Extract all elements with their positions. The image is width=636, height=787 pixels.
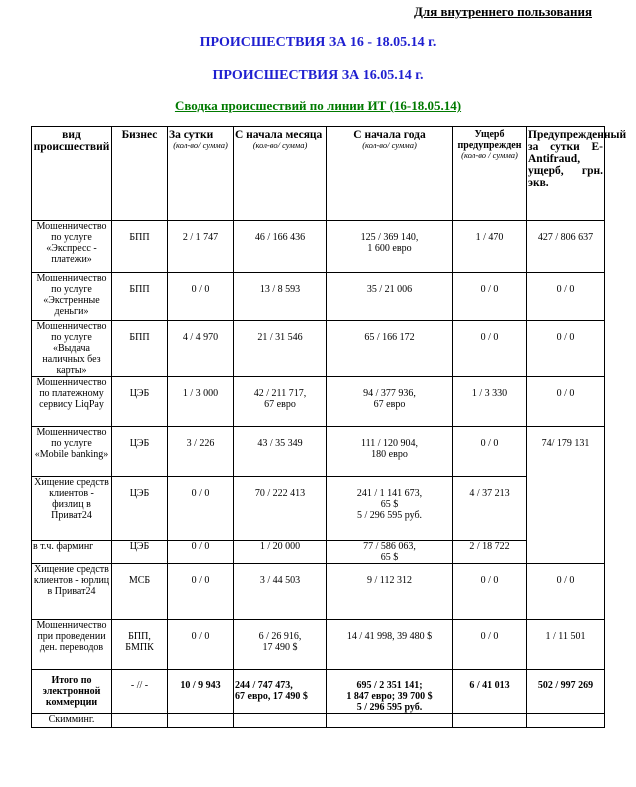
- cell-prevented: 0 / 0: [453, 273, 527, 321]
- cell-type: Мошенничество при проведении ден. переводов: [32, 620, 112, 670]
- table-row: [32, 541, 605, 564]
- col-header-day: За сутки (кол-во/ сумма): [168, 127, 234, 221]
- table-row: [32, 427, 605, 477]
- cell-business: ЦЭБ: [112, 427, 168, 477]
- cell-type: Мошенничество по платежному сервису LiqPay: [32, 377, 112, 427]
- cell-antifraud: 0 / 0: [527, 273, 605, 321]
- cell-business: БПП: [112, 273, 168, 321]
- total-cell-antifraud: 502 / 997 269: [527, 670, 605, 714]
- cell-type: Хищение средств клиентов - физлиц в Приват24: [32, 477, 112, 541]
- cell-type: Хищение средств клиентов - юрлиц в Приват24: [32, 564, 112, 620]
- cell-type: Мошенничество по услуге «Mobile banking»: [32, 427, 112, 477]
- title-period: ПРОИСШЕСТВИЯ ЗА 16 - 18.05.14 г.: [199, 35, 437, 50]
- skimming-row: [32, 714, 605, 728]
- cell-business: ЦЭБ: [112, 541, 168, 564]
- cell-year: 111 / 120 904, 180 евро: [327, 427, 453, 477]
- col-header-prevented: Ущерб предупрежден (кол-во / сумма): [453, 127, 527, 221]
- cell-month: 1 / 20 000: [234, 541, 327, 564]
- cell-month: 43 / 35 349: [234, 427, 327, 477]
- cell-type: Мошенничество по услуге «Экспресс - платежи»: [32, 221, 112, 273]
- cell-business: ЦЭБ: [112, 377, 168, 427]
- col-header-type: вид происшествий: [32, 127, 112, 221]
- empty-cell: [234, 714, 327, 728]
- table-row: [32, 564, 605, 620]
- empty-cell: [112, 714, 168, 728]
- col-header-business: Бизнес: [112, 127, 168, 221]
- cell-antifraud: 1 / 11 501: [527, 620, 605, 670]
- empty-cell: [453, 714, 527, 728]
- cell-day: 3 / 226: [168, 427, 234, 477]
- total-cell-business: - // -: [112, 670, 168, 714]
- total-row: [32, 670, 605, 714]
- cell-antifraud: 427 / 806 637: [527, 221, 605, 273]
- cell-year: 94 / 377 936, 67 евро: [327, 377, 453, 427]
- title-day: ПРОИСШЕСТВИЯ ЗА 16.05.14 г.: [212, 68, 424, 83]
- cell-month: 42 / 211 717, 67 евро: [234, 377, 327, 427]
- cell-day: 4 / 4 970: [168, 321, 234, 377]
- cell-day: 0 / 0: [168, 620, 234, 670]
- cell-day: 0 / 0: [168, 541, 234, 564]
- col-header-antifraud: Предупрежденный за сутки E-Antifraud, ущерб, грн. экв.: [527, 127, 605, 221]
- cell-type: Скимминг.: [32, 714, 112, 728]
- cell-prevented: 0 / 0: [453, 427, 527, 477]
- table-row: [32, 221, 605, 273]
- empty-cell: [168, 714, 234, 728]
- table-row: [32, 321, 605, 377]
- cell-prevented: 0 / 0: [453, 321, 527, 377]
- cell-antifraud: 74/ 179 131: [527, 427, 605, 564]
- internal-use-label: Для внутреннего пользования: [413, 4, 592, 19]
- cell-month: 70 / 222 413: [234, 477, 327, 541]
- total-cell-year: 695 / 2 351 141; 1 847 евро; 39 700 $ 5 / 296 595 руб.: [327, 670, 453, 714]
- col-header-month: С начала месяца (кол-во/ сумма): [234, 127, 327, 221]
- cell-year: 241 / 1 141 673, 65 $ 5 / 296 595 руб.: [327, 477, 453, 541]
- cell-type: Мошенничество по услуге «Экстренные деньги»: [32, 273, 112, 321]
- cell-day: 0 / 0: [168, 477, 234, 541]
- header-row: [32, 127, 605, 221]
- cell-year: 125 / 369 140, 1 600 евро: [327, 221, 453, 273]
- cell-business: БПП, БМПК: [112, 620, 168, 670]
- cell-type: в т.ч. фарминг: [32, 541, 112, 564]
- cell-prevented: 1 / 3 330: [453, 377, 527, 427]
- summary-subtitle: Сводка происшествий по линии ИТ (16-18.05.14): [174, 98, 462, 113]
- table-row: [32, 477, 605, 541]
- cell-month: 13 / 8 593: [234, 273, 327, 321]
- empty-cell: [527, 714, 605, 728]
- cell-day: 0 / 0: [168, 273, 234, 321]
- col-header-year: С начала года (кол-во/ сумма): [327, 127, 453, 221]
- table-row: [32, 377, 605, 427]
- total-cell-day: 10 / 9 943: [168, 670, 234, 714]
- cell-business: МСБ: [112, 564, 168, 620]
- cell-business: БПП: [112, 221, 168, 273]
- cell-antifraud: 0 / 0: [527, 564, 605, 620]
- cell-business: БПП: [112, 321, 168, 377]
- cell-year: 9 / 112 312: [327, 564, 453, 620]
- cell-prevented: 0 / 0: [453, 620, 527, 670]
- total-cell-type: Итого по электронной коммерции: [32, 670, 112, 714]
- cell-prevented: 1 / 470: [453, 221, 527, 273]
- cell-prevented: 4 / 37 213: [453, 477, 527, 541]
- cell-year: 65 / 166 172: [327, 321, 453, 377]
- cell-day: 1 / 3 000: [168, 377, 234, 427]
- incidents-table: [31, 126, 627, 728]
- table-row: [32, 273, 605, 321]
- cell-year: 77 / 586 063, 65 $: [327, 541, 453, 564]
- cell-month: 3 / 44 503: [234, 564, 327, 620]
- cell-antifraud: 0 / 0: [527, 377, 605, 427]
- table-row: [32, 620, 605, 670]
- cell-month: 46 / 166 436: [234, 221, 327, 273]
- cell-month: 21 / 31 546: [234, 321, 327, 377]
- total-cell-prevented: 6 / 41 013: [453, 670, 527, 714]
- cell-day: 0 / 0: [168, 564, 234, 620]
- cell-prevented: 0 / 0: [453, 564, 527, 620]
- cell-prevented: 2 / 18 722: [453, 541, 527, 564]
- cell-business: ЦЭБ: [112, 477, 168, 541]
- cell-day: 2 / 1 747: [168, 221, 234, 273]
- cell-antifraud: 0 / 0: [527, 321, 605, 377]
- cell-year: 14 / 41 998, 39 480 $: [327, 620, 453, 670]
- cell-type: Мошенничество по услуге «Выдача наличных без карты»: [32, 321, 112, 377]
- cell-month: 6 / 26 916, 17 490 $: [234, 620, 327, 670]
- empty-cell: [327, 714, 453, 728]
- cell-year: 35 / 21 006: [327, 273, 453, 321]
- total-cell-month: 244 / 747 473, 67 евро, 17 490 $: [234, 670, 327, 714]
